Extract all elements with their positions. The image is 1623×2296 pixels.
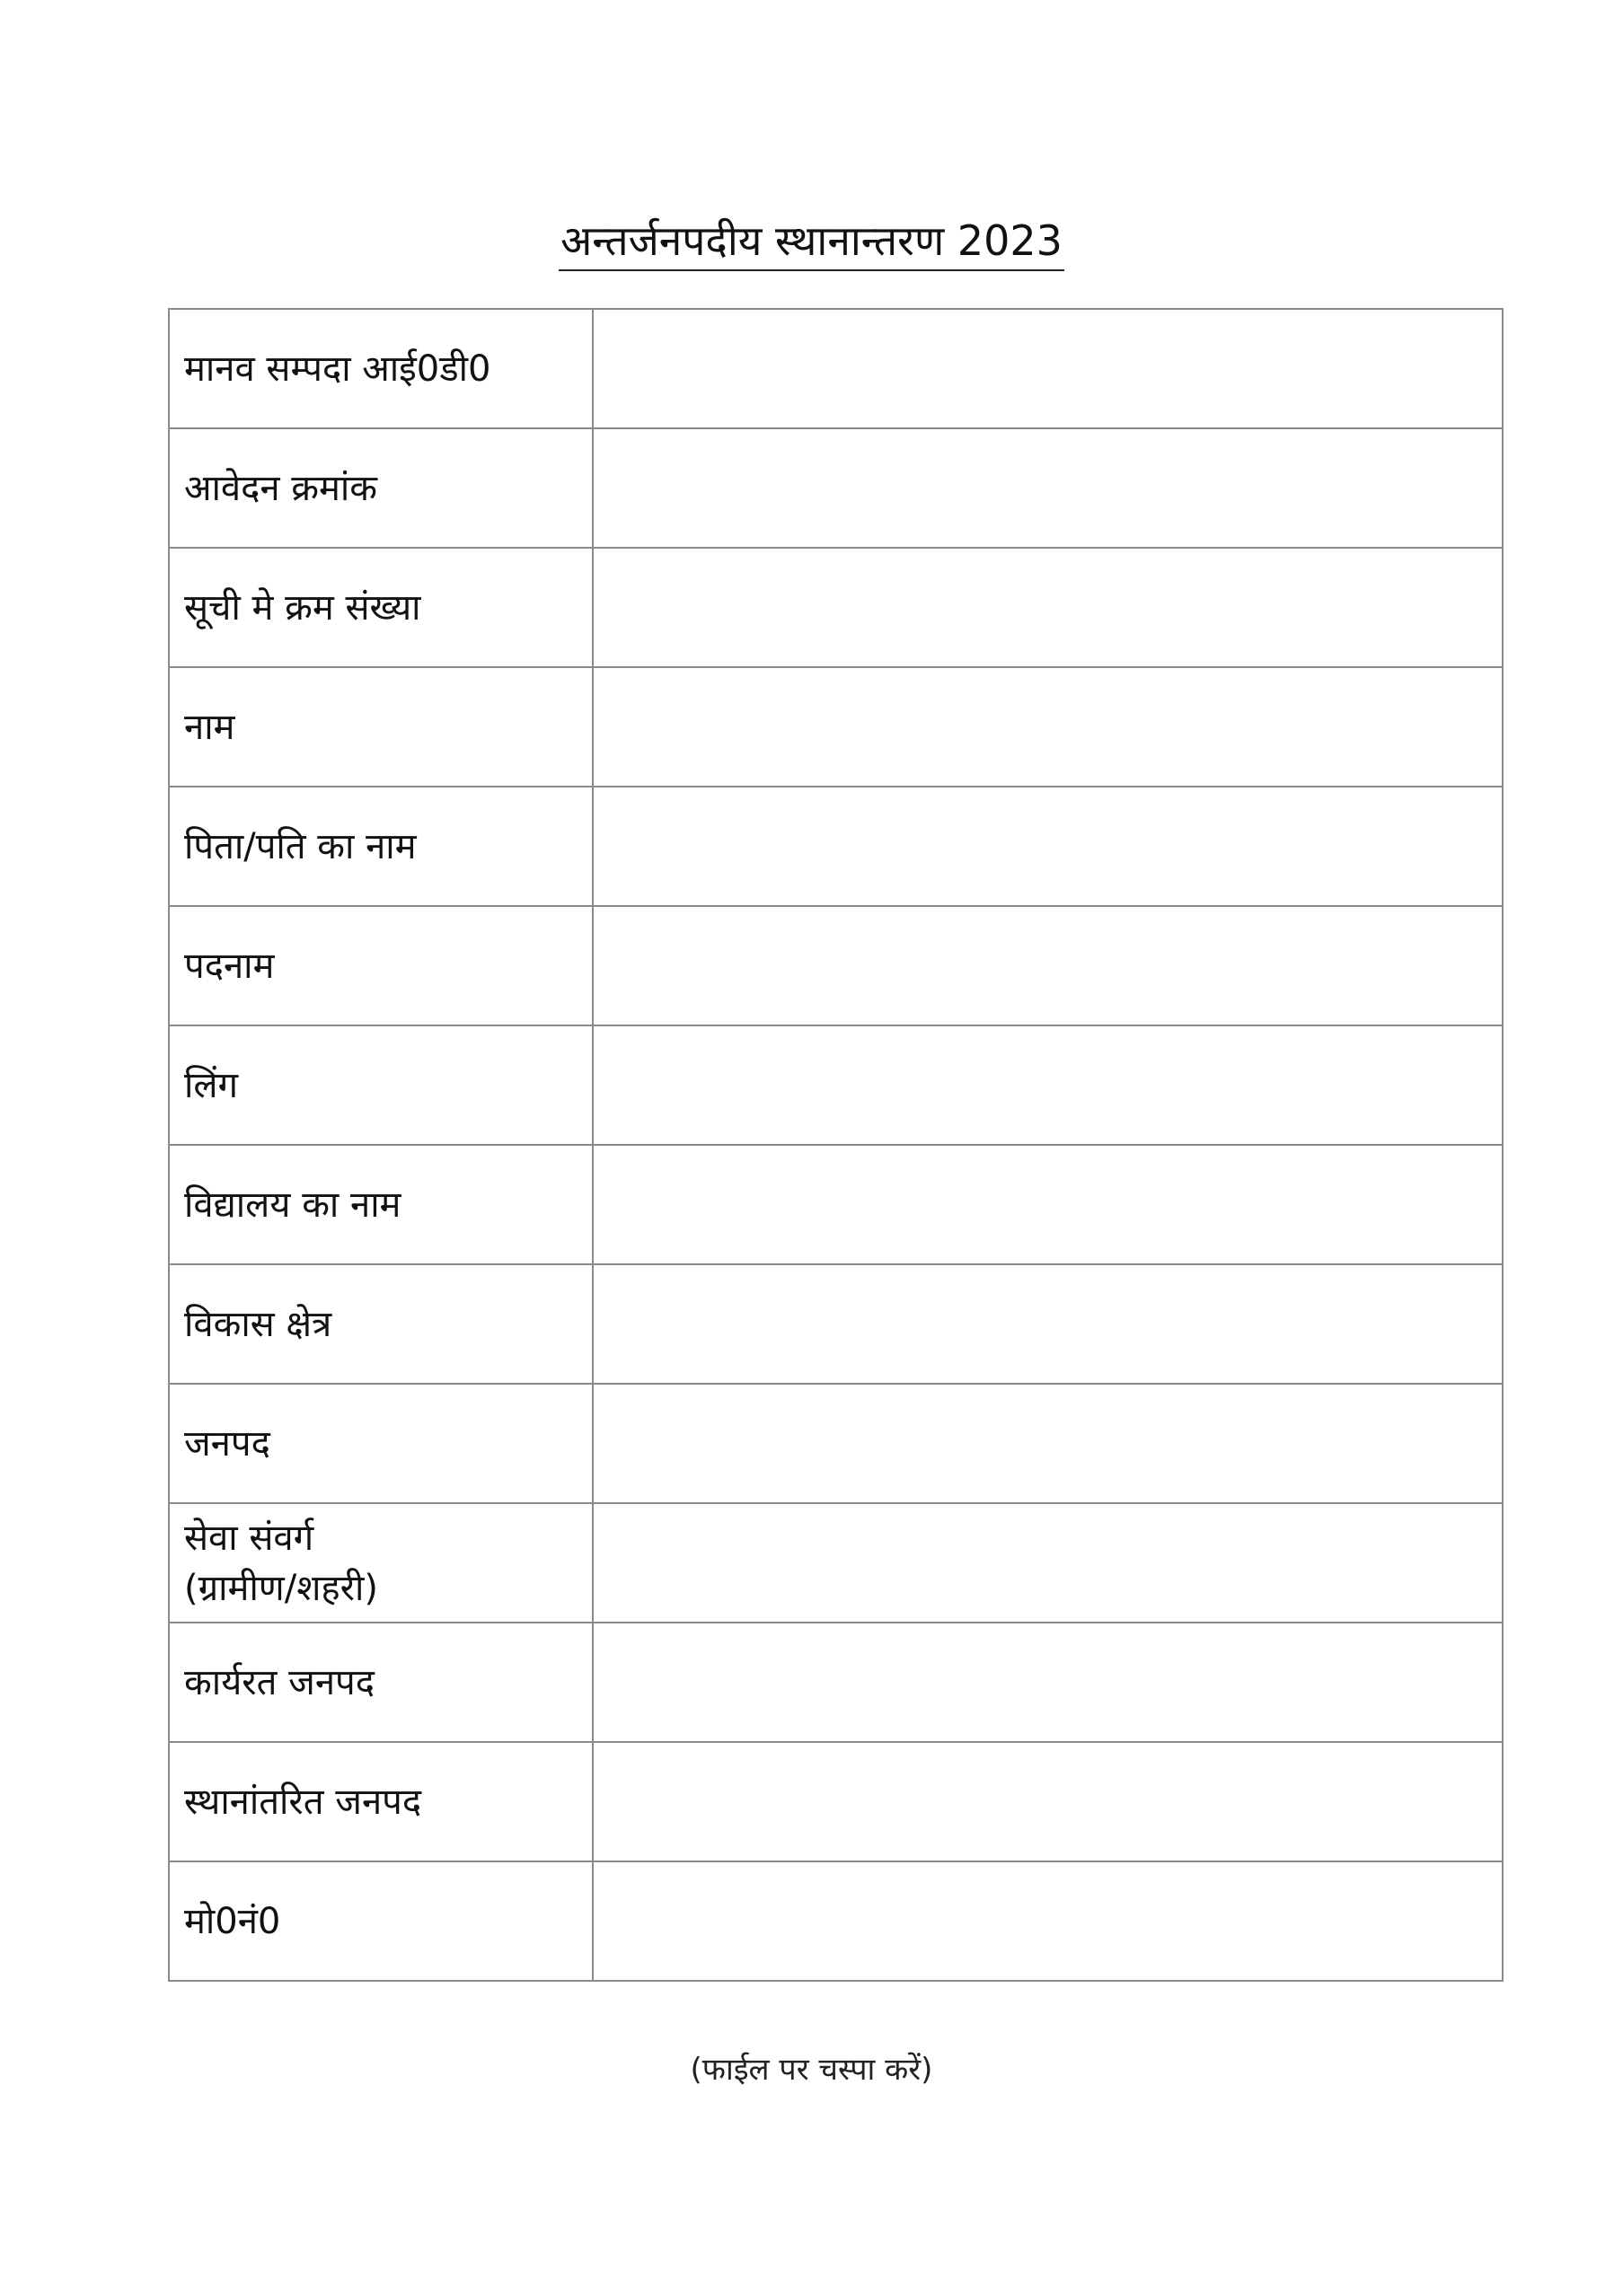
field-value-hrms-id[interactable] xyxy=(593,309,1503,428)
field-label-working-district: कार्यरत जनपद xyxy=(169,1623,593,1742)
field-value-gender[interactable] xyxy=(593,1025,1503,1145)
field-label-name: नाम xyxy=(169,667,593,787)
field-label-designation: पदनाम xyxy=(169,906,593,1025)
field-label-transferred-district: स्थानांतरित जनपद xyxy=(169,1742,593,1861)
field-value-name[interactable] xyxy=(593,667,1503,787)
field-label-hrms-id: मानव सम्पदा आई0डी0 xyxy=(169,309,593,428)
field-value-working-district[interactable] xyxy=(593,1623,1503,1742)
field-label-father-husband-name: पिता/पति का नाम xyxy=(169,787,593,906)
field-label-district: जनपद xyxy=(169,1384,593,1503)
page-title-text: अन्तर्जनपदीय स्थानान्तरण 2023 xyxy=(559,214,1064,271)
field-value-development-block[interactable] xyxy=(593,1264,1503,1384)
field-value-mobile-number[interactable] xyxy=(593,1861,1503,1981)
field-value-father-husband-name[interactable] xyxy=(593,787,1503,906)
table-row xyxy=(169,906,1503,1025)
field-value-list-serial-number[interactable] xyxy=(593,548,1503,667)
table-row xyxy=(169,787,1503,906)
table-row xyxy=(169,1264,1503,1384)
table-row xyxy=(169,309,1503,428)
field-label-service-cadre xyxy=(169,1503,593,1623)
table-row xyxy=(169,667,1503,787)
table-row xyxy=(169,428,1503,548)
field-label-service-cadre-line2: (ग्रामीण/शहरी) xyxy=(184,1567,378,1609)
field-value-school-name[interactable] xyxy=(593,1145,1503,1264)
field-label-mobile-number: मो0नं0 xyxy=(169,1861,593,1981)
table-row xyxy=(169,1861,1503,1981)
table-row xyxy=(169,1503,1503,1623)
field-value-transferred-district[interactable] xyxy=(593,1742,1503,1861)
field-value-application-number[interactable] xyxy=(593,428,1503,548)
field-label-gender: लिंग xyxy=(169,1025,593,1145)
field-value-district[interactable] xyxy=(593,1384,1503,1503)
field-label-list-serial-number: सूची मे क्रम संख्या xyxy=(169,548,593,667)
transfer-form-table xyxy=(168,308,1504,1982)
field-label-school-name: विद्यालय का नाम xyxy=(169,1145,593,1264)
field-label-application-number: आवेदन क्रमांक xyxy=(169,428,593,548)
field-value-service-cadre[interactable] xyxy=(593,1503,1503,1623)
table-row xyxy=(169,548,1503,667)
footer-note: (फाईल पर चस्पा करें) xyxy=(690,2052,933,2088)
field-label-service-cadre-line1: सेवा संवर्ग xyxy=(184,1517,314,1559)
table-row xyxy=(169,1742,1503,1861)
table-row xyxy=(169,1384,1503,1503)
table-row xyxy=(169,1145,1503,1264)
field-label-development-block: विकास क्षेत्र xyxy=(169,1264,593,1384)
table-row xyxy=(169,1623,1503,1742)
field-value-designation[interactable] xyxy=(593,906,1503,1025)
table-row xyxy=(169,1025,1503,1145)
page-title xyxy=(0,214,1623,271)
